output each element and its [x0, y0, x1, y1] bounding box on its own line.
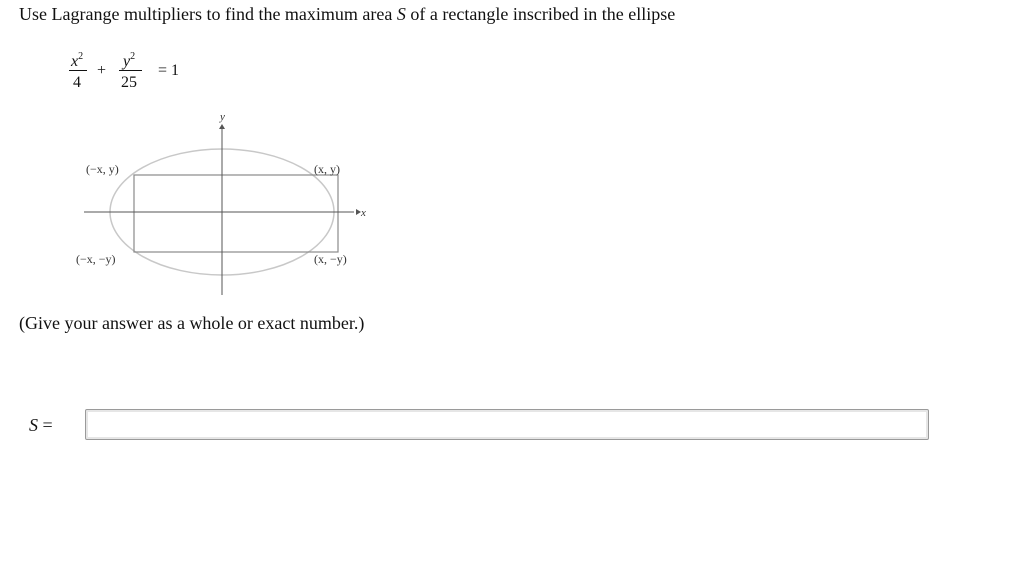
equation-y-denominator: 25 [121, 74, 137, 91]
answer-variable: S [29, 415, 38, 435]
equation-x-fraction-bar [69, 70, 87, 71]
label-bottom-left: (−x, −y) [76, 252, 116, 266]
y-axis-label: y [220, 111, 225, 123]
question-text [19, 3, 675, 25]
x-axis-label: x [361, 207, 366, 219]
y-axis-arrow [219, 124, 225, 129]
equation-x-denominator: 4 [73, 74, 81, 91]
ellipse-diagram [74, 110, 384, 296]
answer-label [29, 414, 53, 436]
equation-plus: + [97, 62, 107, 79]
equation-x-numerator: $x^2$ [71, 51, 84, 70]
equation-y-numerator: $y^2$ [123, 51, 136, 70]
question-text-after: of a rectangle inscribed in the ellipse [405, 4, 676, 24]
label-top-right: (x, y) [314, 162, 340, 176]
ellipse-figure [74, 110, 384, 296]
equation-y-fraction-bar [119, 70, 142, 71]
answer-input[interactable] [85, 409, 929, 440]
ellipse-equation [66, 44, 206, 100]
answer-instruction: (Give your answer as a whole or exact number.) [19, 313, 365, 333]
label-bottom-right: (x, −y) [314, 252, 347, 266]
answer-equals: = [42, 415, 53, 435]
label-top-left: (−x, y) [86, 162, 119, 176]
equation-rhs: = 1 [158, 62, 180, 79]
question-variable: S [396, 4, 406, 24]
question-text-before: Use Lagrange multipliers to find the maximum area [19, 4, 397, 24]
inscribed-rectangle [134, 175, 338, 252]
